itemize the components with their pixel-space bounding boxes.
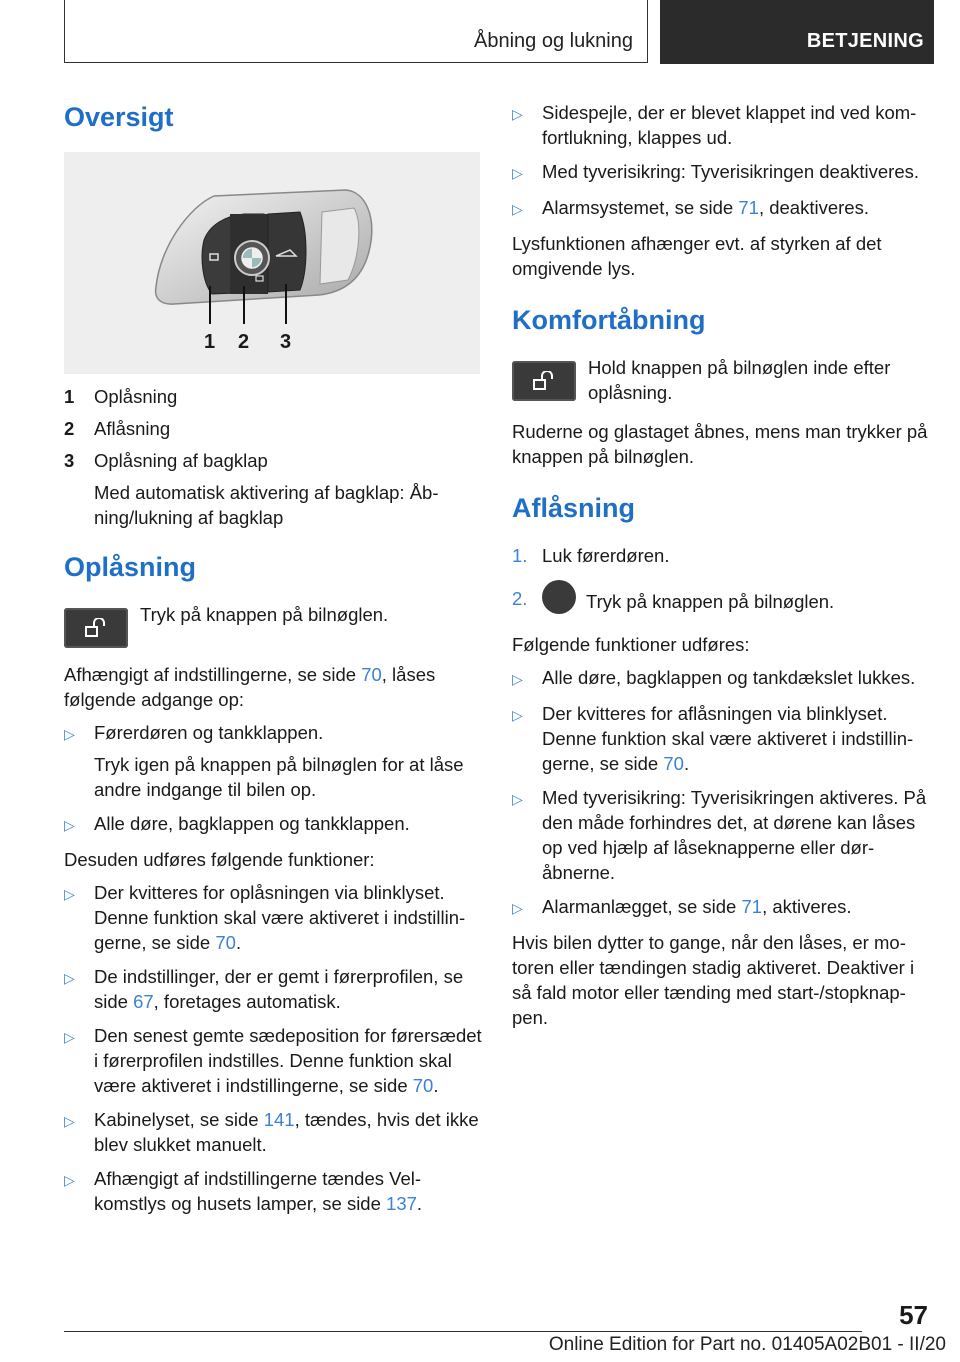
bmw-logo-button-icon (542, 580, 576, 614)
page-link[interactable]: 70 (412, 1075, 434, 1096)
car-key-illustration (64, 152, 480, 374)
triangle-bullet-icon: ▷ (64, 970, 75, 986)
heading-komfortabning: Komfortåbning (512, 305, 706, 335)
step-item: 2. Tryk på knappen på bilnøglen. (512, 586, 930, 620)
footer-divider (64, 1331, 862, 1332)
unlock-icon (64, 608, 128, 648)
triangle-bullet-icon: ▷ (512, 791, 523, 807)
unlock-instruction: Tryk på knappen på bilnøglen. (64, 602, 482, 648)
heading-aflasning: Aflåsning (512, 493, 636, 523)
triangle-bullet-icon: ▷ (64, 817, 75, 833)
list-item: ▷ Den senest gemte sædeposition for førersædet i førerprofilen indstilles. Denne funktion skal være aktiveret i indstillingerne, se side 70. (64, 1025, 482, 1096)
function-bullets (64, 880, 482, 1216)
page-link[interactable]: 137 (386, 1193, 417, 1214)
list-item: ▷ Alle døre, bagklappen og tankdækslet lukkes. (512, 665, 930, 692)
triangle-bullet-icon: ▷ (64, 1172, 75, 1188)
section-title: Åbning og lukning (473, 30, 633, 52)
triangle-bullet-icon: ▷ (64, 1113, 75, 1129)
triangle-bullet-icon: ▷ (512, 671, 523, 687)
triangle-bullet-icon: ▷ (512, 165, 523, 181)
triangle-bullet-icon: ▷ (512, 201, 523, 217)
desuden-text: Desuden udføres følgende funktioner: (64, 849, 375, 870)
list-item: ▷ Der kvitteres for aflåsningen via blinklyset. Denne funktion skal være aktiveret i indstillingerne, se side 70. (512, 703, 914, 774)
list-item: ▷ Alarmanlægget, se side 71, aktiveres. (512, 894, 930, 921)
list-item: ▷ Med tyverisikring: Tyverisikringen aktiveres. På den måde forhindres det, at dørene kan låses op ved hjælp af låseknapperne eller døråbnerne. (512, 787, 927, 883)
triangle-bullet-icon: ▷ (64, 1029, 75, 1045)
step-item: 1. Luk førerdøren. (512, 545, 670, 566)
legend-item: 2 Aflåsning (64, 418, 171, 439)
triangle-bullet-icon: ▷ (64, 726, 75, 742)
figure-label-3: 3 (280, 331, 292, 353)
unlock-bullets (64, 720, 482, 838)
right-column (512, 100, 930, 1038)
list-item: ▷ De indstillinger, der er gemt i førerprofilen, se side 67, foretages automatisk. (64, 966, 464, 1012)
heading-oplasning: Oplåsning (64, 552, 197, 582)
list-item: ▷ Der kvitteres for oplåsningen via blinklyset. Denne funktion skal være aktiveret i indstillingerne, se side 70. (64, 882, 466, 953)
page-link[interactable]: 141 (263, 1109, 295, 1130)
page-link[interactable]: 70 (215, 932, 236, 953)
legend-list (64, 384, 482, 530)
page-link[interactable]: 70 (361, 664, 382, 685)
page-number: 57 (899, 1300, 928, 1330)
edition-text: Online Edition for Part no. 01405A02B01 - II/20 (548, 1334, 946, 1355)
lock-bullets (512, 665, 930, 921)
section-tab (64, 0, 648, 63)
list-item: ▷ Førerdøren og tankklappen. Tryk igen på knappen på bilnøglen for at låse andre indgange til bilen op. (64, 722, 464, 800)
heading-oversigt: Oversigt (64, 102, 174, 132)
list-item: ▷ Alle døre, bagklappen og tankklappen. (64, 811, 482, 838)
lock-steps (512, 543, 930, 620)
figure-label-1: 1 (204, 331, 216, 353)
folgende-text: Følgende funktioner udføres: (512, 634, 750, 655)
comfort-open-instruction: Hold knappen på bilnøglen inde efter oplåsning. (512, 355, 930, 405)
list-item: ▷ Med tyverisikring: Tyverisikringen deaktiveres. (512, 159, 930, 186)
list-item: ▷ Sidespejle, der er blevet klappet ind ved komfortlukning, klappes ud. (512, 102, 917, 148)
triangle-bullet-icon: ▷ (512, 106, 523, 122)
hvis-text: Hvis bilen dytter to gange, når den låses, er motoren eller tændingen stadig aktiveret. Deaktiver i så fald motor eller tænding med start-/stopknappen. (512, 932, 915, 1028)
ruderne-text: Ruderne og glastaget åbnes, mens man trykker på knappen på bilnøglen. (512, 421, 928, 467)
unlock-icon (512, 361, 576, 401)
legend-item: 1 Oplåsning (64, 386, 178, 407)
left-column (64, 100, 482, 1225)
triangle-bullet-icon: ▷ (512, 900, 523, 916)
chapter-tab (660, 0, 934, 64)
lys-text: Lysfunktionen afhænger evt. af styrken af det omgivende lys. (512, 233, 882, 279)
chapter-title: BETJENING (806, 30, 924, 52)
page-link[interactable]: 71 (741, 896, 763, 917)
page-link[interactable]: 70 (663, 753, 684, 774)
page-header (64, 0, 934, 64)
page-link[interactable]: 71 (738, 197, 759, 218)
page-link[interactable]: 67 (133, 991, 154, 1012)
list-item: ▷ Afhængigt af indstillingerne tændes Velkomstlys og husets lamper, se side 137. (64, 1168, 423, 1214)
list-item: ▷ Kabinelyset, se side 141, tændes, hvis det ikke blev slukket manuelt. (64, 1109, 479, 1155)
list-item: ▷ Alarmsystemet, se side 71, deaktiveres. (512, 195, 930, 222)
continued-bullets (512, 100, 930, 222)
dependency-text: Afhængigt af indstillingerne, se side 70, låses følgende adgange op: (64, 664, 436, 710)
car-key-figure (64, 152, 480, 374)
triangle-bullet-icon: ▷ (64, 886, 75, 902)
triangle-bullet-icon: ▷ (512, 707, 523, 723)
figure-label-2: 2 (238, 331, 250, 353)
legend-item: 3 Oplåsning af bagklap Med automatisk aktivering af bagklap: Åbning/lukning af bagklap (64, 450, 439, 528)
